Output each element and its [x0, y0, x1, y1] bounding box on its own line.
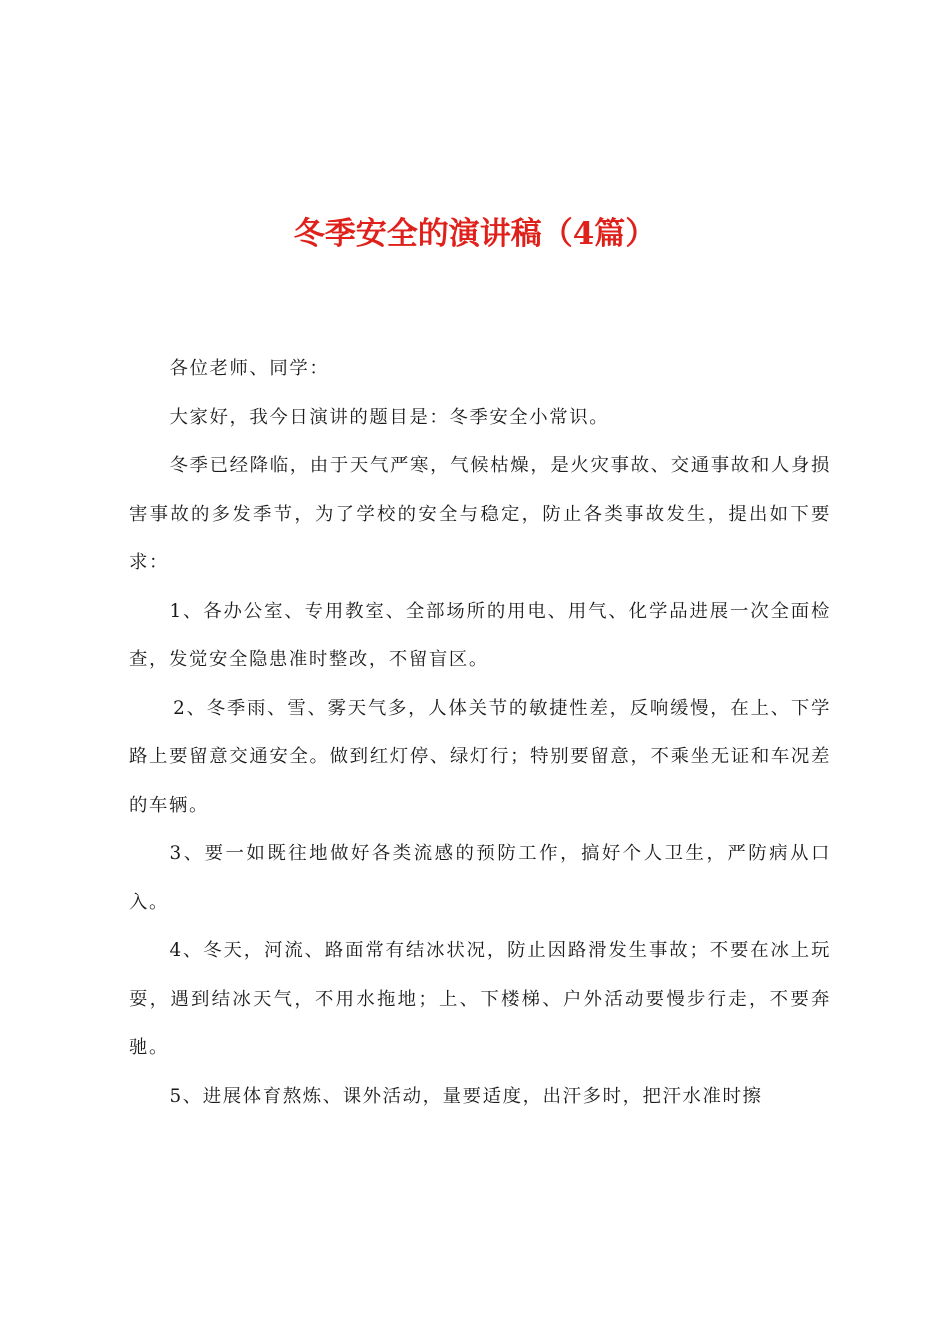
paragraph-item-2: 2、冬季雨、雪、雾天气多，人体关节的敏捷性差，反响缓慢，在上、下学路上要留意交通安全。做到红灯停、绿灯行；特别要留意，不乘坐无证和车况差的车辆。 [129, 697, 831, 816]
document-body [129, 345, 831, 1121]
paragraph-item-1: 1、各办公室、专用教室、全部场所的用电、用气、化学品进展一次全面检查，发觉安全隐患准时整改，不留盲区。 [129, 600, 831, 670]
paragraph-item-5: 5、进展体育熬炼、课外活动，量要适度，出汗多时，把汗水准时擦 [169, 1085, 763, 1107]
document-title: 冬季安全的演讲稿（4篇） [293, 216, 657, 252]
paragraph-item-4: 4、冬天，河流、路面常有结冰状况，防止因路滑发生事故；不要在冰上玩耍，遇到结冰天气，不用水拖地；上、下楼梯、户外活动要慢步行走，不要奔驰。 [129, 940, 831, 1058]
paragraph-greeting: 各位老师、同学： [169, 358, 330, 379]
paragraph-context: 冬季已经降临，由于天气严寒，气候枯燥，是火灾事故、交通事故和人身损害事故的多发季节，为了学校的安全与稳定，防止各类事故发生，提出如下要求： [129, 455, 831, 573]
paragraph-intro: 大家好，我今日演讲的题目是：冬季安全小常识。 [169, 406, 610, 428]
paragraph-item-3: 3、要一如既往地做好各类流感的预防工作，搞好个人卫生，严防病从口入。 [129, 843, 831, 913]
